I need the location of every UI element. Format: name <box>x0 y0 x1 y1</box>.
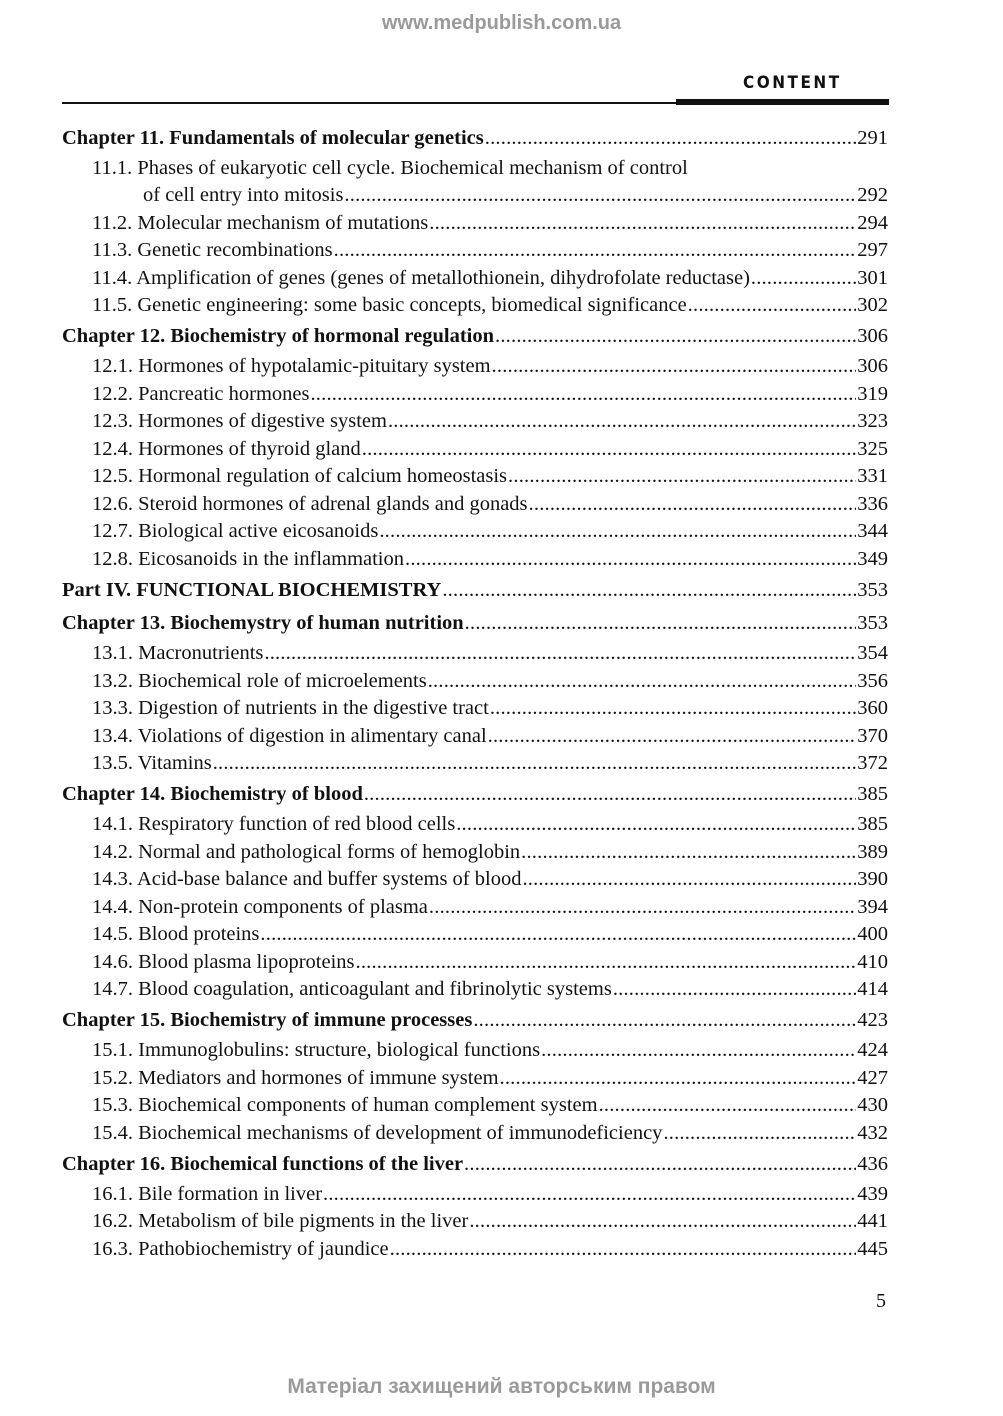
toc-page-number: 400 <box>857 923 888 945</box>
toc-dot-leader <box>405 546 856 572</box>
toc-entry-title: 15.4. Biochemical mechanisms of development of immunodeficiency <box>92 1122 663 1144</box>
toc-dot-leader <box>264 640 856 666</box>
toc-section-entry <box>92 436 888 462</box>
toc-chapter-entry <box>62 125 888 151</box>
toc-section-entry <box>92 1092 888 1118</box>
toc-entry-title: 14.5. Blood proteins <box>92 923 260 945</box>
toc-page-number: 414 <box>857 978 888 1000</box>
toc-page-number: 389 <box>857 841 888 863</box>
toc-page-number: 360 <box>857 697 888 719</box>
toc-dot-leader <box>428 668 857 694</box>
toc-dot-leader <box>469 1208 856 1234</box>
toc-page-number: 302 <box>857 294 888 316</box>
toc-page-number: 301 <box>857 267 888 289</box>
toc-entry-title: 15.2. Mediators and hormones of immune system <box>92 1067 499 1089</box>
toc-entry-title: 16.3. Pathobiochemistry of jaundice <box>92 1238 389 1260</box>
toc-page-number: 354 <box>857 642 888 664</box>
toc-entry-title: 11.4. Amplification of genes (genes of metallothionein, dihydrofolate reductase) <box>92 267 750 289</box>
toc-page-number: 372 <box>857 752 888 774</box>
toc-entry-title: 14.7. Blood coagulation, anticoagulant and fibrinolytic systems <box>92 978 612 1000</box>
toc-page-number: 436 <box>857 1153 888 1175</box>
toc-section-entry <box>92 491 888 517</box>
toc-section-entry <box>92 1120 888 1146</box>
page-number: 5 <box>876 1290 886 1312</box>
toc-page-number: 323 <box>857 410 888 432</box>
toc-entry-title: 12.7. Biological active eicosanoids <box>92 520 379 542</box>
toc-dot-leader <box>751 265 856 291</box>
toc-page-number: 294 <box>857 212 888 234</box>
watermark-bottom: Матеріал захищений авторським правом <box>287 1375 716 1398</box>
toc-entry-title: Part IV. FUNCTIONAL BIOCHEMISTRY <box>62 579 442 601</box>
toc-dot-leader <box>485 125 856 151</box>
toc-section-entry <box>92 921 888 947</box>
toc-entry-title: Chapter 16. Biochemical functions of the liver <box>62 1153 464 1175</box>
toc-page-number: 385 <box>857 783 888 805</box>
toc-page-number: 394 <box>857 896 888 918</box>
toc-section-entry <box>92 668 888 694</box>
toc-page-number: 385 <box>857 813 888 835</box>
toc-section-entry <box>92 695 888 721</box>
watermark-top: www.medpublish.com.ua <box>381 12 622 34</box>
toc-dot-leader <box>213 750 857 776</box>
toc-section-entry <box>92 1037 888 1063</box>
toc-dot-leader <box>390 1236 857 1262</box>
toc-entry-title: 12.5. Hormonal regulation of calcium homeostasis <box>92 465 508 487</box>
toc-entry-title: 14.4. Non-protein components of plasma <box>92 896 428 918</box>
toc-dot-leader <box>310 381 856 407</box>
toc-dot-leader <box>492 353 857 379</box>
toc-page-number: 319 <box>857 383 888 405</box>
toc-section-entry <box>92 1236 888 1262</box>
toc-page-number: 306 <box>857 355 888 377</box>
toc-dot-leader <box>260 921 856 947</box>
toc-entry-title: 16.2. Metabolism of bile pigments in the liver <box>92 1210 469 1232</box>
toc-dot-leader <box>344 182 856 208</box>
toc-page-number: 424 <box>857 1039 888 1061</box>
toc-page-number: 410 <box>857 951 888 973</box>
toc-page-number: 292 <box>857 184 888 206</box>
toc-page-number: 427 <box>857 1067 888 1089</box>
toc-entry-title: 14.2. Normal and pathological forms of hemoglobin <box>92 841 521 863</box>
toc-dot-leader <box>429 210 856 236</box>
running-header-title: CONTENT <box>743 73 842 93</box>
toc-section-entry <box>92 750 888 776</box>
toc-dot-leader <box>541 1037 856 1063</box>
toc-page-number: 344 <box>857 520 888 542</box>
toc-dot-leader <box>599 1092 857 1118</box>
toc-section-entry <box>92 723 888 749</box>
toc-chapter-entry <box>62 577 888 603</box>
toc-page-number: 291 <box>857 127 888 149</box>
toc-dot-leader <box>495 323 856 349</box>
toc-page-number: 370 <box>857 725 888 747</box>
toc-dot-leader <box>323 1181 856 1207</box>
toc-dot-leader <box>521 839 856 865</box>
toc-entry-title: 12.8. Eicosanoids in the inflammation <box>92 548 405 570</box>
toc-dot-leader <box>456 811 856 837</box>
toc-section-entry <box>92 811 888 837</box>
toc-dot-leader <box>442 577 856 603</box>
toc-dot-leader <box>522 866 856 892</box>
toc-section-entry <box>92 463 888 489</box>
toc-page-number: 349 <box>857 548 888 570</box>
toc-dot-leader <box>379 518 856 544</box>
toc-entry-title: 15.3. Biochemical components of human complement system <box>92 1094 598 1116</box>
toc-section-entry <box>92 949 888 975</box>
toc-section-entry <box>92 210 888 236</box>
toc-dot-leader <box>465 610 857 636</box>
toc-section-entry <box>92 408 888 434</box>
toc-page-number: 430 <box>857 1094 888 1116</box>
toc-section-entry <box>92 353 888 379</box>
toc-section-entry <box>92 265 888 291</box>
toc-dot-leader <box>362 436 857 462</box>
toc-page-number: 325 <box>857 438 888 460</box>
toc-dot-leader <box>473 1007 856 1033</box>
toc-dot-leader <box>529 491 857 517</box>
toc-dot-leader <box>490 695 856 721</box>
toc-entry-title: 13.5. Vitamins <box>92 752 212 774</box>
toc-entry-title: 13.2. Biochemical role of microelements <box>92 670 427 692</box>
toc-dot-leader <box>488 723 857 749</box>
toc-dot-leader <box>334 237 857 263</box>
toc-entry-title: 13.3. Digestion of nutrients in the digestive tract <box>92 697 489 719</box>
toc-page-number: 356 <box>857 670 888 692</box>
toc-section-entry <box>92 546 888 572</box>
toc-entry-title: Chapter 11. Fundamentals of molecular genetics <box>62 127 484 149</box>
toc-section-entry <box>92 976 888 1002</box>
toc-page-number: 445 <box>857 1238 888 1260</box>
toc-section-entry <box>92 155 888 181</box>
toc-entry-title: 11.1. Phases of eukaryotic cell cycle. Biochemical mechanism of control <box>92 157 688 179</box>
toc-page-number: 353 <box>857 579 888 601</box>
toc-section-entry <box>92 1065 888 1091</box>
toc-entry-title: 11.3. Genetic recombinations <box>92 239 333 261</box>
toc-dot-leader <box>663 1120 856 1146</box>
toc-entry-title: 14.6. Blood plasma lipoproteins <box>92 951 355 973</box>
toc-entry-title: Chapter 15. Biochemistry of immune processes <box>62 1009 473 1031</box>
toc-entry-title: Chapter 13. Biochemystry of human nutrition <box>62 612 464 634</box>
toc-dot-leader <box>429 894 856 920</box>
toc-dot-leader <box>500 1065 857 1091</box>
toc-entry-title: 14.1. Respiratory function of red blood cells <box>92 813 456 835</box>
toc-section-entry <box>92 640 888 666</box>
toc-dot-leader <box>508 463 856 489</box>
toc-entry-title: 12.2. Pancreatic hormones <box>92 383 310 405</box>
toc-entry-title: Chapter 12. Biochemistry of hormonal regulation <box>62 325 495 347</box>
toc-page-number: 353 <box>857 612 888 634</box>
toc-entry-title: 16.1. Bile formation in liver <box>92 1183 323 1205</box>
toc-entry-title: 11.2. Molecular mechanism of mutations <box>92 212 429 234</box>
toc-entry-title: 12.3. Hormones of digestive system <box>92 410 387 432</box>
toc-page-number: 432 <box>857 1122 888 1144</box>
toc-page-number: 306 <box>857 325 888 347</box>
toc-page-number: 336 <box>857 493 888 515</box>
toc-chapter-entry <box>62 781 888 807</box>
toc-entry-title: 12.1. Hormones of hypotalamic-pituitary system <box>92 355 491 377</box>
toc-entry-title: Chapter 14. Biochemistry of blood <box>62 783 363 805</box>
toc-page-number: 423 <box>857 1009 888 1031</box>
toc-section-entry <box>92 839 888 865</box>
toc-section-entry <box>92 518 888 544</box>
toc-dot-leader <box>356 949 857 975</box>
toc-chapter-entry <box>62 610 888 636</box>
toc-entry-title: 14.3. Acid-base balance and buffer systems of blood <box>92 868 522 890</box>
toc-section-entry <box>92 866 888 892</box>
toc-entry-title: 13.1. Macronutrients <box>92 642 264 664</box>
toc-dot-leader <box>364 781 856 807</box>
toc-chapter-entry <box>62 1007 888 1033</box>
toc-page-number: 439 <box>857 1183 888 1205</box>
toc-page-number: 441 <box>857 1210 888 1232</box>
toc-section-entry <box>92 381 888 407</box>
toc-section-entry <box>92 894 888 920</box>
toc-dot-leader <box>388 408 856 434</box>
toc-page-number: 390 <box>857 868 888 890</box>
toc-dot-leader <box>688 292 857 318</box>
toc-section-entry <box>92 1208 888 1234</box>
toc-chapter-entry <box>62 1151 888 1177</box>
toc-entry-title: 12.4. Hormones of thyroid gland <box>92 438 361 460</box>
toc-entry-title: 12.6. Steroid hormones of adrenal glands and gonads <box>92 493 528 515</box>
toc-entry-title: 11.5. Genetic engineering: some basic concepts, biomedical significance <box>92 294 687 316</box>
toc-dot-leader <box>464 1151 856 1177</box>
toc-entry-title: 13.4. Violations of digestion in alimentary canal <box>92 725 487 747</box>
toc-section-entry <box>92 237 888 263</box>
toc-chapter-entry <box>62 323 888 349</box>
toc-entry-title: of cell entry into mitosis <box>143 184 344 206</box>
toc-section-entry <box>92 292 888 318</box>
toc-section-entry <box>92 1181 888 1207</box>
toc-dot-leader <box>613 976 856 1002</box>
toc-section-entry <box>143 182 888 208</box>
toc-page-number: 331 <box>857 465 888 487</box>
toc-page-number: 297 <box>857 239 888 261</box>
toc-entry-title: 15.1. Immunoglobulins: structure, biological functions <box>92 1039 541 1061</box>
